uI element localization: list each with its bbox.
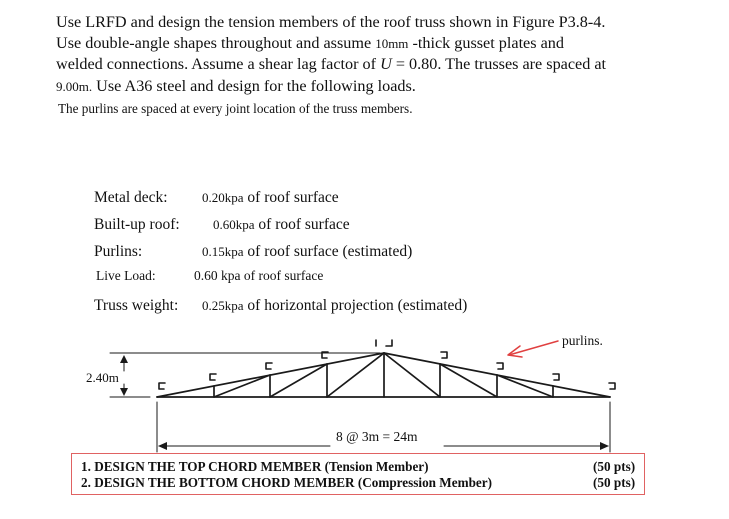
- task-points: (50 pts): [593, 459, 636, 474]
- task-top-chord: 1. DESIGN THE TOP CHORD MEMBER (Tension Member) (50 pts): [81, 459, 636, 474]
- span-dimension-label: 8 @ 3m = 24m: [336, 429, 418, 444]
- purlin: [210, 374, 216, 380]
- truss-spacing: 9.00m.: [56, 78, 93, 94]
- purlin: [376, 340, 392, 346]
- shear-lag-symbol: U: [380, 55, 392, 74]
- statement-line-1: Use LRFD and design the tension members of the roof truss shown in Figure P3.8-4.: [56, 13, 606, 31]
- purlin-note: The purlins are spaced at every joint location of the truss members.: [58, 101, 413, 116]
- design-tasks-box: [71, 453, 645, 495]
- purlins-label: purlins.: [562, 333, 603, 348]
- purlin: [553, 374, 559, 380]
- statement-line-2: Use double-angle shapes throughout and assume 10mm -thick gusset plates and: [56, 34, 564, 53]
- statement-line-3: welded connections. Assume a shear lag factor of U = 0.80. The trusses are spaced at: [56, 55, 607, 74]
- web-member: [214, 375, 270, 397]
- truss-members: [157, 353, 610, 397]
- purlin: [159, 383, 165, 389]
- purlin: [497, 363, 503, 369]
- purlin: [609, 383, 615, 389]
- height-dimension-label: 2.40m: [86, 370, 119, 385]
- purlin-pointer-arrow: [508, 341, 558, 357]
- gusset-thickness: 10mm: [375, 36, 409, 52]
- purlin-symbols: [159, 340, 615, 389]
- statement-line-4: 9.00m. Use A36 steel and design for the following loads.: [56, 76, 416, 95]
- task-bottom-chord: 2. DESIGN THE BOTTOM CHORD MEMBER (Compression Member) (50 pts): [81, 475, 636, 490]
- task-points: (50 pts): [593, 475, 636, 490]
- web-member: [497, 375, 553, 397]
- web-member: [384, 353, 440, 397]
- purlin: [266, 363, 272, 369]
- purlin: [441, 352, 447, 358]
- web-member: [327, 353, 384, 397]
